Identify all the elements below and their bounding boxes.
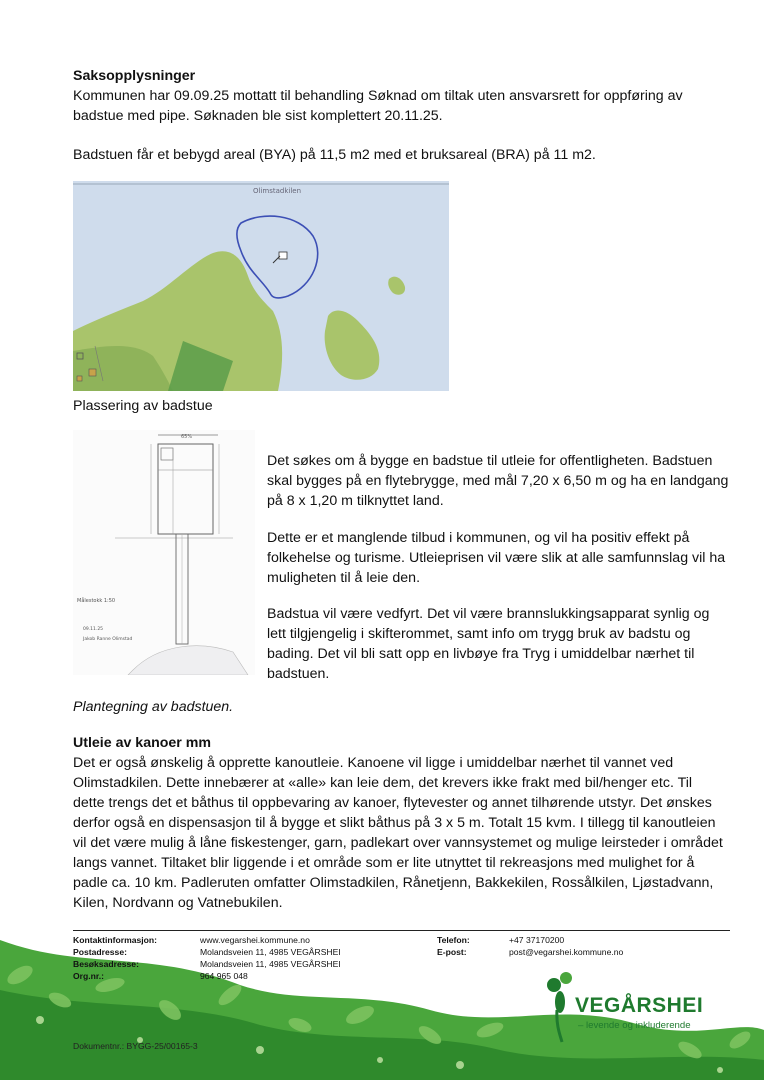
- floor-plan-sketch: [73, 430, 255, 675]
- paragraph-line: badstue med pipe. Søknaden ble sist komplettert 20.11.25.: [73, 108, 443, 124]
- paragraph-line: Kommunen har 09.09.25 mottatt til behandling Søknad om tiltak uten ansvarsrett for oppføring av: [73, 88, 683, 104]
- description-line: Dette er et manglende tilbud i kommunen, og vil ha positiv effekt på: [267, 530, 690, 546]
- footer-visit-value: Molandsveien 11, 4985 VEGÅRSHEI: [200, 959, 341, 969]
- footer-post-value: Molandsveien 11, 4985 VEGÅRSHEI: [200, 947, 341, 957]
- paragraph-line: derfor også en dispensasjon til å bygge et slikt båthus på 3 x 5 m. Totalt 15 kvm. I tillegg til kanoutleien: [73, 815, 716, 831]
- description-line: muligheten til å leie den.: [267, 570, 421, 586]
- sketch-date: 09.11.25: [83, 627, 104, 632]
- footer-contact-label: Kontaktinformasjon:: [73, 935, 158, 945]
- description-line: badstuen.: [267, 666, 330, 682]
- paragraph-line: Olimstadkilen. Dette innebærer at «alle» kan leie dem, det krevers ikke frakt med bil/henger etc. Til: [73, 775, 693, 791]
- sketch-caption: Plantegning av badstuen.: [73, 699, 234, 715]
- footer-email-link[interactable]: post@vegarshei.kommune.no: [509, 947, 624, 957]
- description-line: lett tilgjengelig i skifterommet, samt info om trygg bruk av badstu og: [267, 626, 691, 642]
- description-line: på 8 x 1,20 m tilknyttet land.: [267, 493, 444, 509]
- map-caption: Plassering av badstue: [73, 398, 213, 414]
- sketch-signature: Jakob Ranne Olimstad: [83, 637, 133, 642]
- footer-website-link[interactable]: www.vegarshei.kommune.no: [200, 935, 310, 945]
- paragraph-line: Det er også ønskelig å opprette kanoutleie. Kanoene vil ligge i umiddelbar nærhet til vannet ved: [73, 755, 674, 771]
- logo-tagline: – levende og inkluderende: [578, 1020, 691, 1031]
- description-line: folkehelse og turisme. Utleieprisen vil være slik at alle samfunnslag vil ha: [267, 550, 726, 566]
- area-text: Badstuen får et bebygd areal (BYA) på 11,5 m2 med et bruksareal (BRA) på 11 m2.: [73, 147, 596, 163]
- footer-phone-value[interactable]: +47 37170200: [509, 935, 565, 945]
- paragraph-line: dette trengs det et båthus til oppbevaring av kanoer, flytevester og annet tilhørende utstyr. Det ønskes: [73, 795, 712, 811]
- footer-post-label: Postadresse:: [73, 947, 127, 957]
- heading-utleie: Utleie av kanoer mm: [73, 735, 211, 751]
- logo-name: VEGÅRSHEI: [575, 994, 704, 1017]
- map-label: Olimstadkilen: [253, 187, 302, 195]
- description-line: Badstua vil være vedfyrt. Det vil være brannslukkingsapparat synlig og: [267, 606, 710, 622]
- description-line: skal bygges på en flytebrygge, med mål 7,20 x 6,50 m og ha en landgang: [267, 473, 729, 489]
- footer-org-value: 964 965 048: [200, 971, 248, 981]
- paragraph-line: padle ca. 10 km. Padleruten omfatter Olimstadkilen, Rånetjenn, Bakkekilen, Rossålkilen, Ljøstadvann,: [73, 875, 714, 891]
- description-line: Det søkes om å bygge en badstue til utleie for offentligheten. Badstuen: [267, 453, 713, 469]
- footer-phone-label: Telefon:: [437, 935, 470, 945]
- site-map-image: [73, 181, 449, 391]
- footer-visit-label: Besøksadresse:: [73, 959, 139, 969]
- sketch-scale: Målestokk 1:50: [77, 598, 116, 604]
- footer-divider: [73, 930, 730, 931]
- document-number: Dokumentnr.: BYGG-25/00165-3: [73, 1041, 198, 1051]
- paragraph-line: vil det være mulig å låne fiskestenger, garn, padlekart over vannsystemet og mulige leirsteder i området: [73, 835, 723, 851]
- paragraph-line: langs vannet. Tiltaket blir liggende i et område som er lite utnyttet til rekreasjons med mulighet for å: [73, 855, 695, 871]
- paragraph-line: Kilen, Nordvann og Vatnebukilen.: [73, 895, 283, 911]
- sketch-top-dim: 65%: [181, 434, 193, 440]
- heading-saksopplysninger: Saksopplysninger: [73, 68, 196, 84]
- description-line: bading. Det vil bli satt opp en livbøye fra Tryg i umiddelbar nærhet til: [267, 646, 695, 662]
- footer-email-label: E-post:: [437, 947, 467, 957]
- footer-org-label: Org.nr.:: [73, 971, 105, 981]
